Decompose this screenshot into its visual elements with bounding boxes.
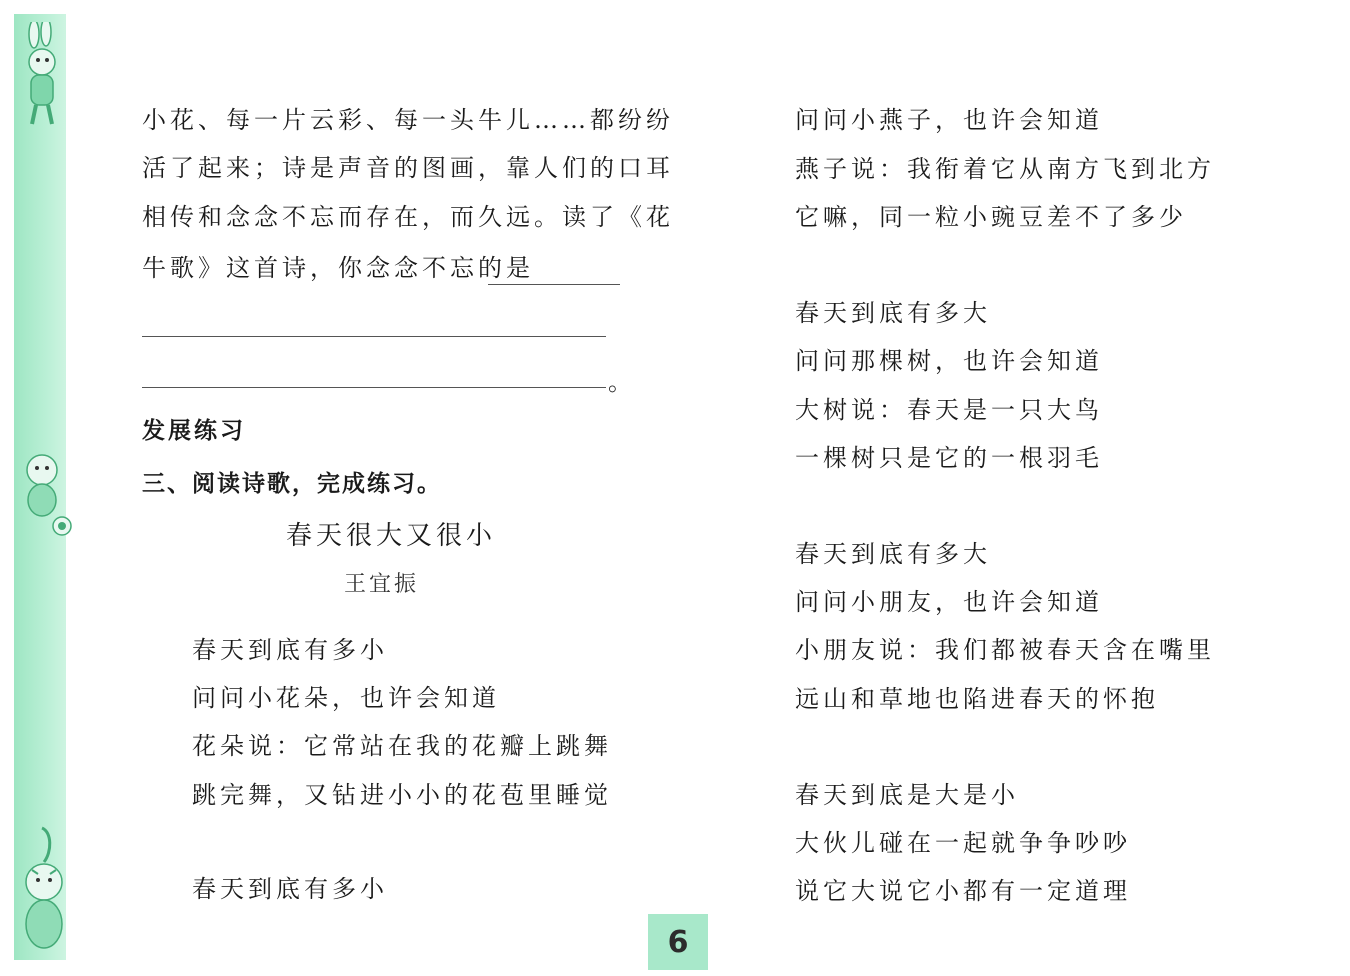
poem-line: 春天到底是大是小 [795, 781, 1019, 809]
poem-line: 大树说：春天是一只大鸟 [795, 396, 1103, 424]
poem-line: 春天到底有多小 [192, 875, 388, 903]
answer-blank-end-mark: 。 [608, 368, 636, 396]
poem-title: 春天很大又很小 [286, 521, 497, 551]
text-line-3: 相传和念念不忘而存在，而久远。读了《花 [142, 203, 674, 231]
poem-line: 春天到底有多大 [795, 299, 991, 327]
poem-line: 花朵说：它常站在我的花瓣上跳舞 [192, 732, 612, 760]
rabbit-mascot-icon [12, 22, 72, 132]
answer-blank-3[interactable] [142, 387, 606, 388]
poem-line: 小朋友说：我们都被春天含在嘴里 [795, 636, 1215, 664]
poem-line: 说它大说它小都有一定道理 [795, 877, 1131, 905]
poem-line: 一棵树只是它的一根羽毛 [795, 444, 1103, 472]
text-line-1: 小花、每一片云彩、每一头牛儿……都纷纷 [142, 106, 674, 134]
poem-line: 问问小花朵，也许会知道 [192, 684, 500, 712]
poem-line: 问问小燕子，也许会知道 [795, 106, 1103, 134]
poem-line: 春天到底有多小 [192, 636, 388, 664]
page-number-text: 6 [667, 924, 689, 960]
poem-line: 它嘛，同一粒小豌豆差不了多少 [795, 203, 1187, 231]
tiger-mascot-icon [12, 822, 76, 962]
poem-line: 问问小朋友，也许会知道 [795, 588, 1103, 616]
page-number [648, 914, 708, 970]
task-label: 三、阅读诗歌，完成练习。 [142, 471, 442, 497]
text-line-2: 活了起来；诗是声音的图画，靠人们的口耳 [142, 154, 674, 182]
poem-line: 跳完舞，又钻进小小的花苞里睡觉 [192, 781, 612, 809]
poem-line: 问问那棵树，也许会知道 [795, 347, 1103, 375]
answer-blank-2[interactable] [142, 336, 606, 337]
section-heading: 发展练习 [142, 418, 246, 444]
text-line-4: 牛歌》这首诗，你念念不忘的是 [142, 254, 534, 282]
answer-blank-1[interactable] [488, 284, 620, 285]
poem-line: 大伙儿碰在一起就争争吵吵 [795, 829, 1131, 857]
poem-author: 王宜振 [344, 572, 420, 597]
poem-line: 远山和草地也陷进春天的怀抱 [795, 685, 1159, 713]
poem-line: 春天到底有多大 [795, 540, 991, 568]
poem-line: 燕子说：我衔着它从南方飞到北方 [795, 155, 1215, 183]
dog-mascot-icon [12, 448, 76, 538]
